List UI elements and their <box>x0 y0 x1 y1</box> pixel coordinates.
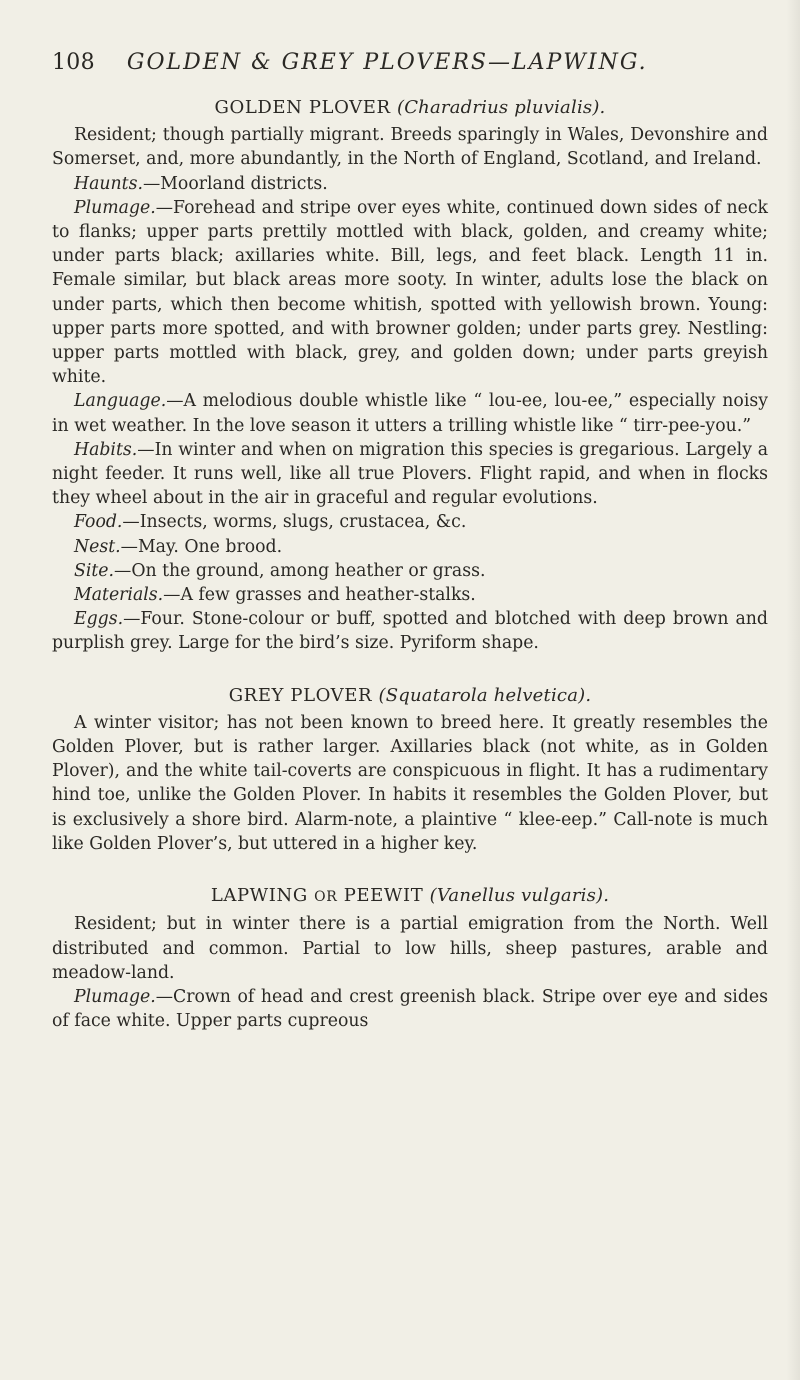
golden-plover-language <box>52 389 768 437</box>
golden-plover-plumage <box>52 196 768 390</box>
golden-plover-eggs <box>52 607 768 655</box>
materials-text: —A few grasses and heather-stalks. <box>163 585 476 606</box>
lapwing-plumage-label: Plumage. <box>74 986 156 1007</box>
habits-text: —In winter and when on migration this species is gregarious. Largely a night feeder. It runs well, like all true Plovers. Flight rapid, and when in flocks they wheel about in the air in graceful and regular evolutions. <box>52 439 768 509</box>
golden-plover-heading <box>52 96 768 120</box>
haunts-text: —Moorland districts. <box>142 173 328 194</box>
lapwing-intro: Resident; but in winter there is a partial emigration from the North. Well distributed and common. Partial to low hills, sheep pastures, arable and meadow-land. <box>52 914 768 983</box>
eggs-text: —Four. Stone-colour or buff, spotted and blotched with deep brown and purplish grey. Large for the bird’s size. Pyriform shape. <box>52 609 768 654</box>
page-body <box>52 96 768 1033</box>
food-text: —Insects, worms, slugs, crustacea, &c. <box>122 512 467 533</box>
grey-plover-text: A winter visitor; has not been known to breed here. It greatly resembles the Golden Plover, but is rather larger. Axillaries black (not white, as in Golden Plover), and the white tail-coverts are conspicuous in flight. It has a rudimentary hind toe, unlike the Golden Plover. In habits it resembles the Golden Plover, but is exclusively a shore bird. Alarm-note, a plaintive “ klee-eep.” Call-note is much like Golden Plover’s, but uttered in a higher key. <box>52 712 768 854</box>
running-title: GOLDEN & GREY PLOVERS—LAPWING. <box>126 50 648 75</box>
page-number: 108 <box>52 50 95 75</box>
nest-label: Nest. <box>74 536 121 557</box>
golden-plover-food <box>52 510 768 534</box>
materials-label: Materials. <box>74 585 164 606</box>
eggs-label: Eggs. <box>74 609 124 630</box>
grey-plover-common-name: GREY PLOVER <box>228 684 373 706</box>
grey-plover-scientific-name: (Squatarola helvetica). <box>378 684 592 706</box>
running-header <box>52 50 772 75</box>
lapwing-common-name: LAPWING <box>210 885 308 907</box>
habits-label: Habits. <box>74 439 138 460</box>
lapwing-plumage-text: —Crown of head and crest greenish black. Stripe over eye and sides of face white. Upper parts cupreous <box>52 986 768 1032</box>
site-label: Site. <box>74 560 115 581</box>
lapwing-plumage <box>52 985 768 1033</box>
golden-plover-haunts <box>52 172 768 196</box>
lapwing-heading <box>52 884 768 909</box>
plumage-text: —Forehead and stripe over eyes white, continued down sides of neck to flanks; upper parts prettily mottled with black, golden, and creamy white; under parts black; axillaries white. Bill, legs, and feet black. Length 11 in. Female similar, but black areas more sooty. In winter, adults lose the black on under parts, which then become whitish, spotted with yellowish brown. Young: upper parts more spotted, and with browner golden; under parts grey. Nestling: upper parts mottled with black, grey, and golden down; under parts greyish white. <box>52 197 768 388</box>
peewit-common-name: PEEWIT <box>343 885 424 907</box>
language-text: —A melodious double whistle like “ lou-ee, lou-ee,” especially noisy in wet weather. In the love season it utters a trilling whistle like “ tirr-pee-you.” <box>52 391 768 436</box>
golden-plover-habits <box>52 438 768 511</box>
site-text: —On the ground, among heather or grass. <box>114 560 486 581</box>
lapwing-or-word: OR <box>314 889 338 906</box>
golden-plover-scientific-name: (Charadrius pluvialis). <box>396 97 606 118</box>
golden-plover-nest <box>52 535 768 559</box>
nest-text: —May. One brood. <box>120 536 283 557</box>
golden-plover-site <box>52 559 768 583</box>
golden-plover-intro: Resident; though partially migrant. Breeds sparingly in Wales, Devonshire and Somerset, and, more abundantly, in the North of England, Scotland, and Ireland. <box>52 125 768 170</box>
grey-plover-heading <box>52 684 768 708</box>
lapwing-scientific-name: (Vanellus vulgaris). <box>429 885 610 907</box>
language-label: Language. <box>74 391 167 412</box>
haunts-label: Haunts. <box>74 173 143 194</box>
golden-plover-materials <box>52 583 768 607</box>
golden-plover-common-name: GOLDEN PLOVER <box>214 97 391 118</box>
page-edge-shadow <box>786 0 800 1380</box>
food-label: Food. <box>74 512 123 533</box>
plumage-label: Plumage. <box>74 197 156 218</box>
